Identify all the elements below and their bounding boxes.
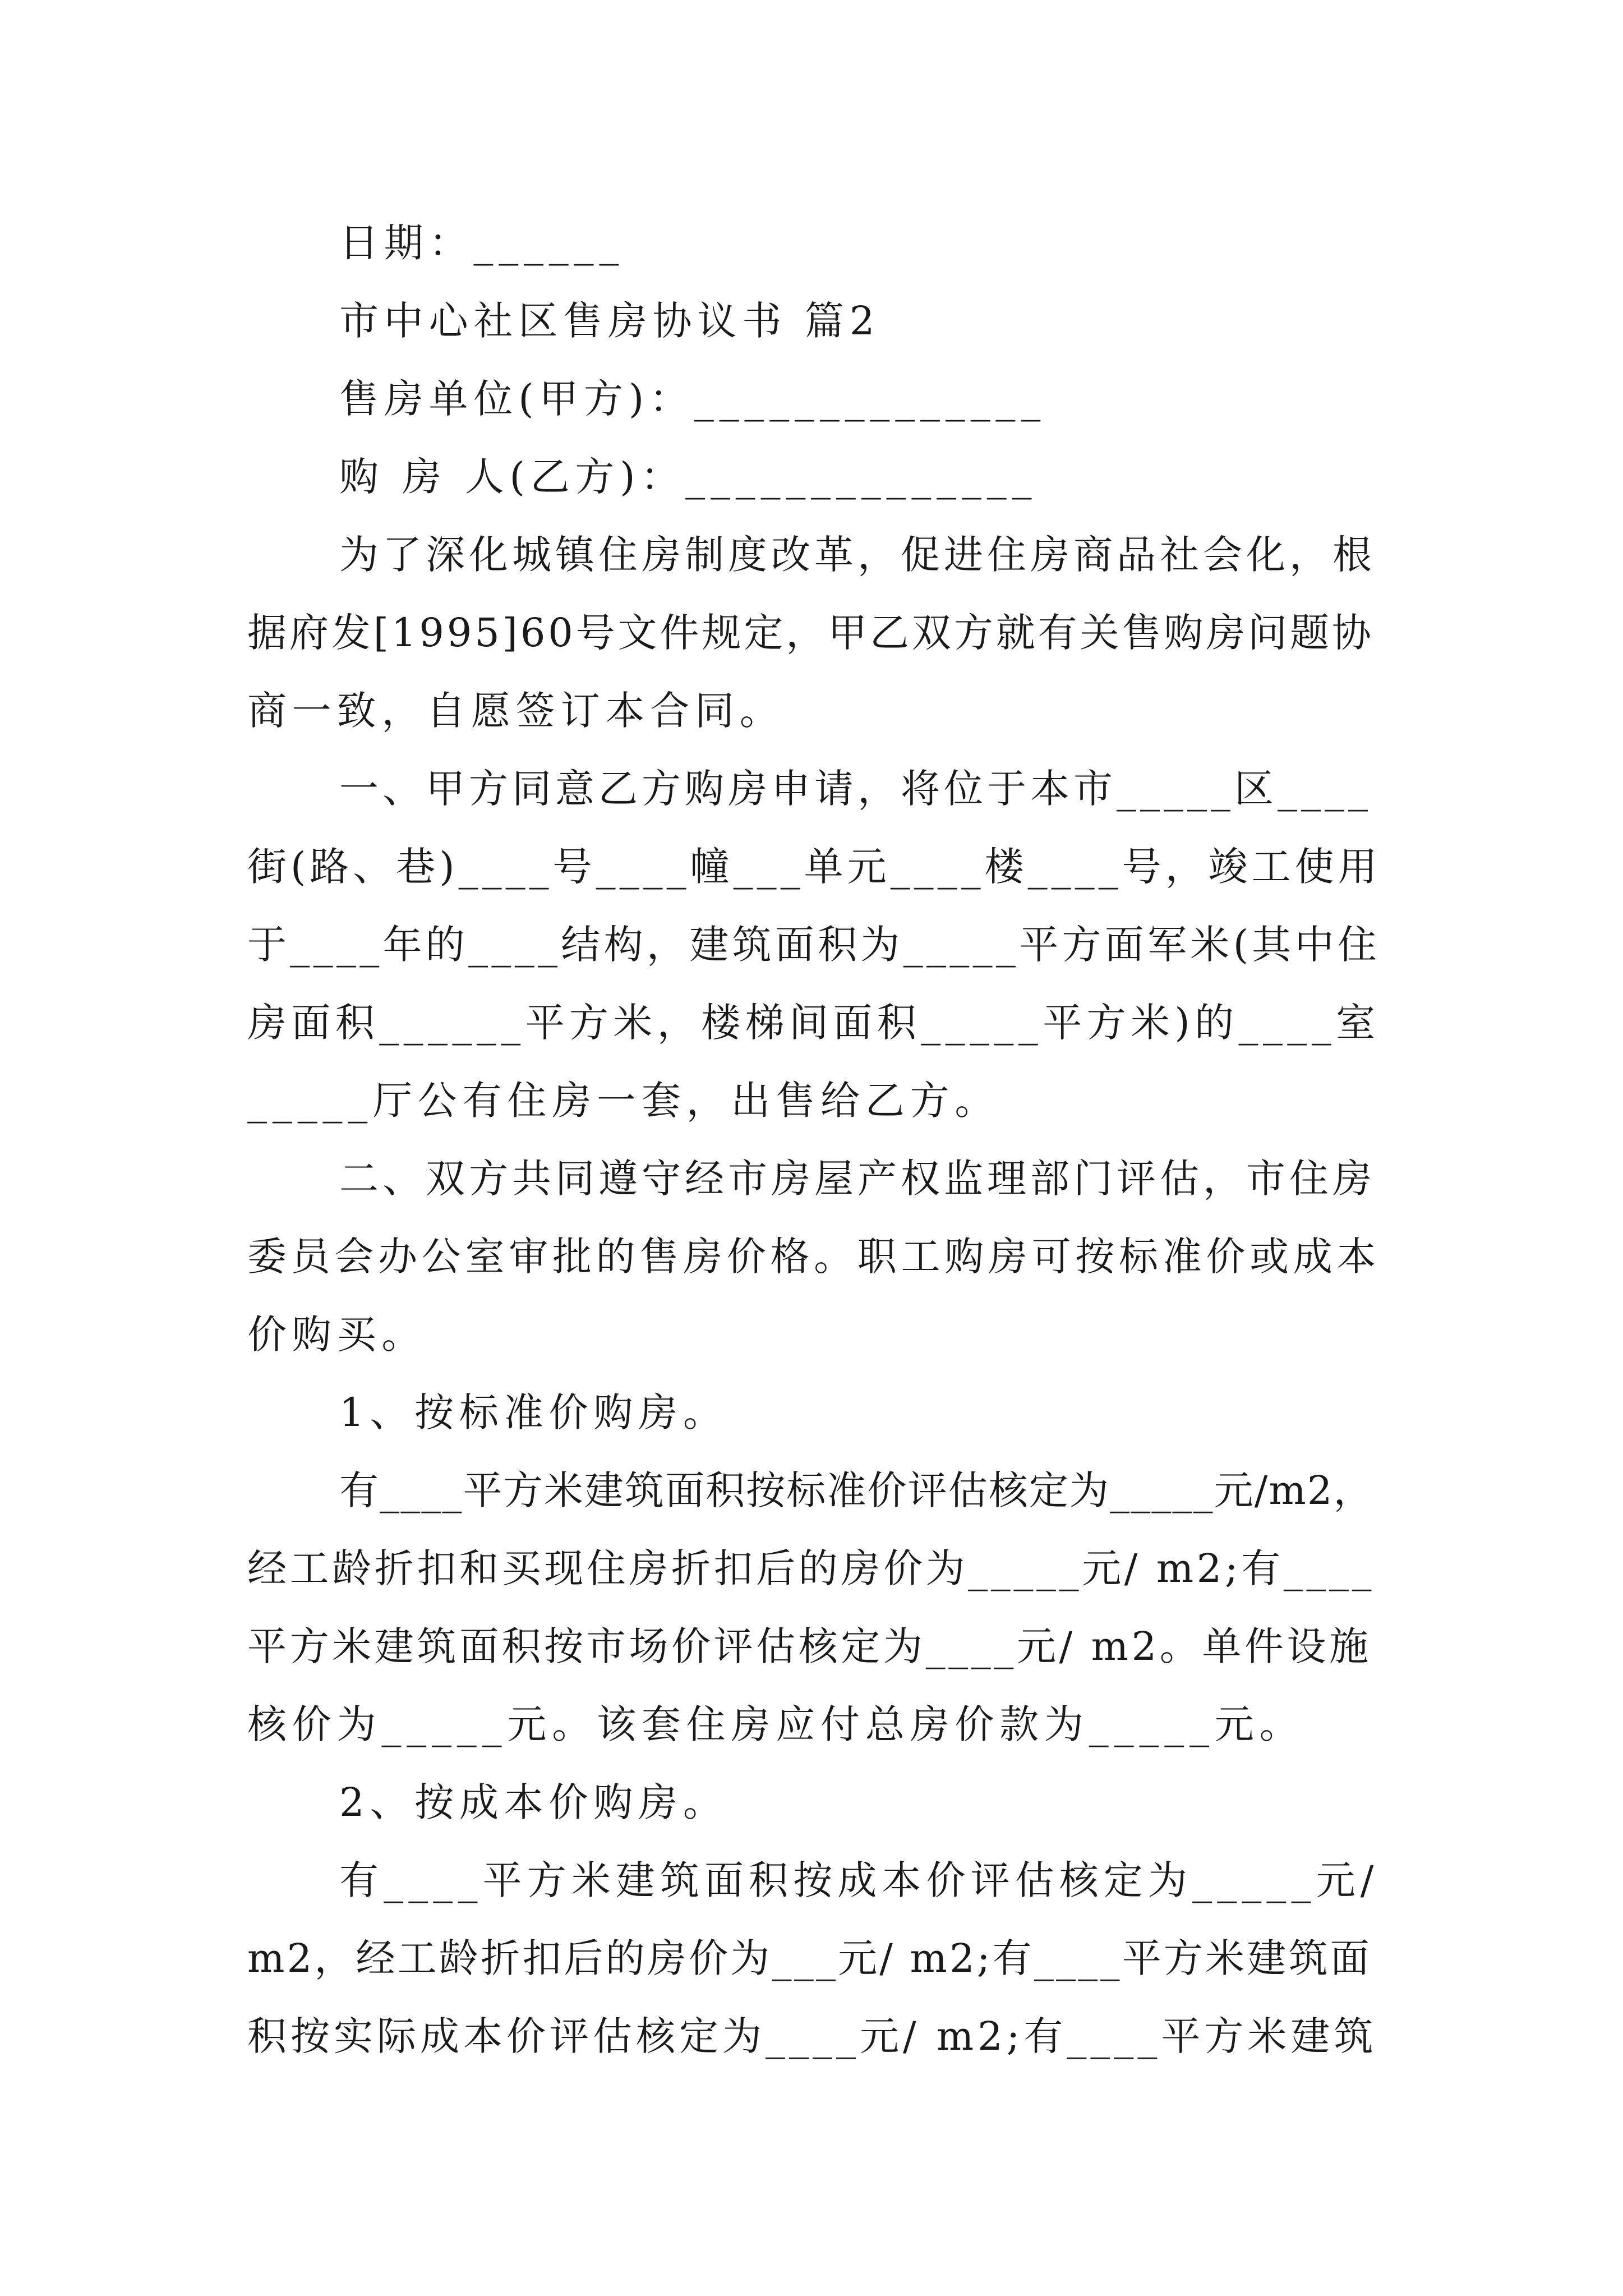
preamble-line-1: 为了深化城镇住房制度改革，促进住房商品社会化，根: [339, 532, 1376, 578]
date-line: 日期：______: [339, 220, 625, 266]
buyer-party-line: 购 房 人(乙方)：______________: [339, 454, 1038, 500]
clause-2-line-1: 二、双方共同遵守经市房屋产权监理部门评估，市住房: [339, 1156, 1376, 1202]
clause-1-line-1: 一、甲方同意乙方购房申请，将位于本市_____区____: [339, 766, 1372, 812]
clause-1-line-2: 街(路、巷)____号____幢___单元____楼____号，竣工使用: [247, 844, 1381, 890]
preamble-line-2: 据府发[1995]60号文件规定，甲乙双方就有关售购房问题协: [247, 610, 1374, 656]
clause-1-line-3: 于____年的____结构，建筑面积为_____平方面军米(其中住: [247, 922, 1381, 968]
standard-price-line-4: 核价为_____元。该套住房应付总房价款为_____元。: [247, 1701, 1304, 1747]
standard-price-line-1: 有____平方米建筑面积按标准价评估核定为_____元/m2，: [339, 1467, 1374, 1513]
standard-price-line-3: 平方米建筑面积按市场价评估核定为____元/ m2。单件设施: [247, 1623, 1372, 1669]
cost-price-line-2: m2，经工龄折扣后的房价为___元/ m2;有____平方米建筑面: [247, 1935, 1372, 1981]
agreement-title: 市中心社区售房协议书 篇2: [339, 298, 880, 344]
preamble-line-3: 商一致，自愿签订本合同。: [247, 688, 785, 734]
clause-1-line-4: 房面积______平方米，楼梯间面积_____平方米)的____室: [247, 1000, 1380, 1046]
cost-price-line-1: 有____平方米建筑面积按成本价评估核定为_____元/: [339, 1857, 1379, 1903]
seller-party-line: 售房单位(甲方)：______________: [339, 376, 1046, 422]
clause-2-line-3: 价购买。: [247, 1312, 427, 1358]
standard-price-line-2: 经工龄折扣和买现住房折扣后的房价为_____元/ m2;有____: [247, 1545, 1375, 1591]
cost-price-line-3: 积按实际成本价评估核定为____元/ m2;有____平方米建筑: [247, 2013, 1377, 2059]
clause-2-line-2: 委员会办公室审批的售房价格。职工购房可按标准价或成本: [247, 1234, 1381, 1280]
standard-price-heading: 1、按标准价购房。: [339, 1389, 728, 1435]
clause-1-line-5: _____厅公有住房一套，出售给乙方。: [247, 1078, 1000, 1124]
cost-price-heading: 2、按成本价购房。: [339, 1779, 728, 1825]
